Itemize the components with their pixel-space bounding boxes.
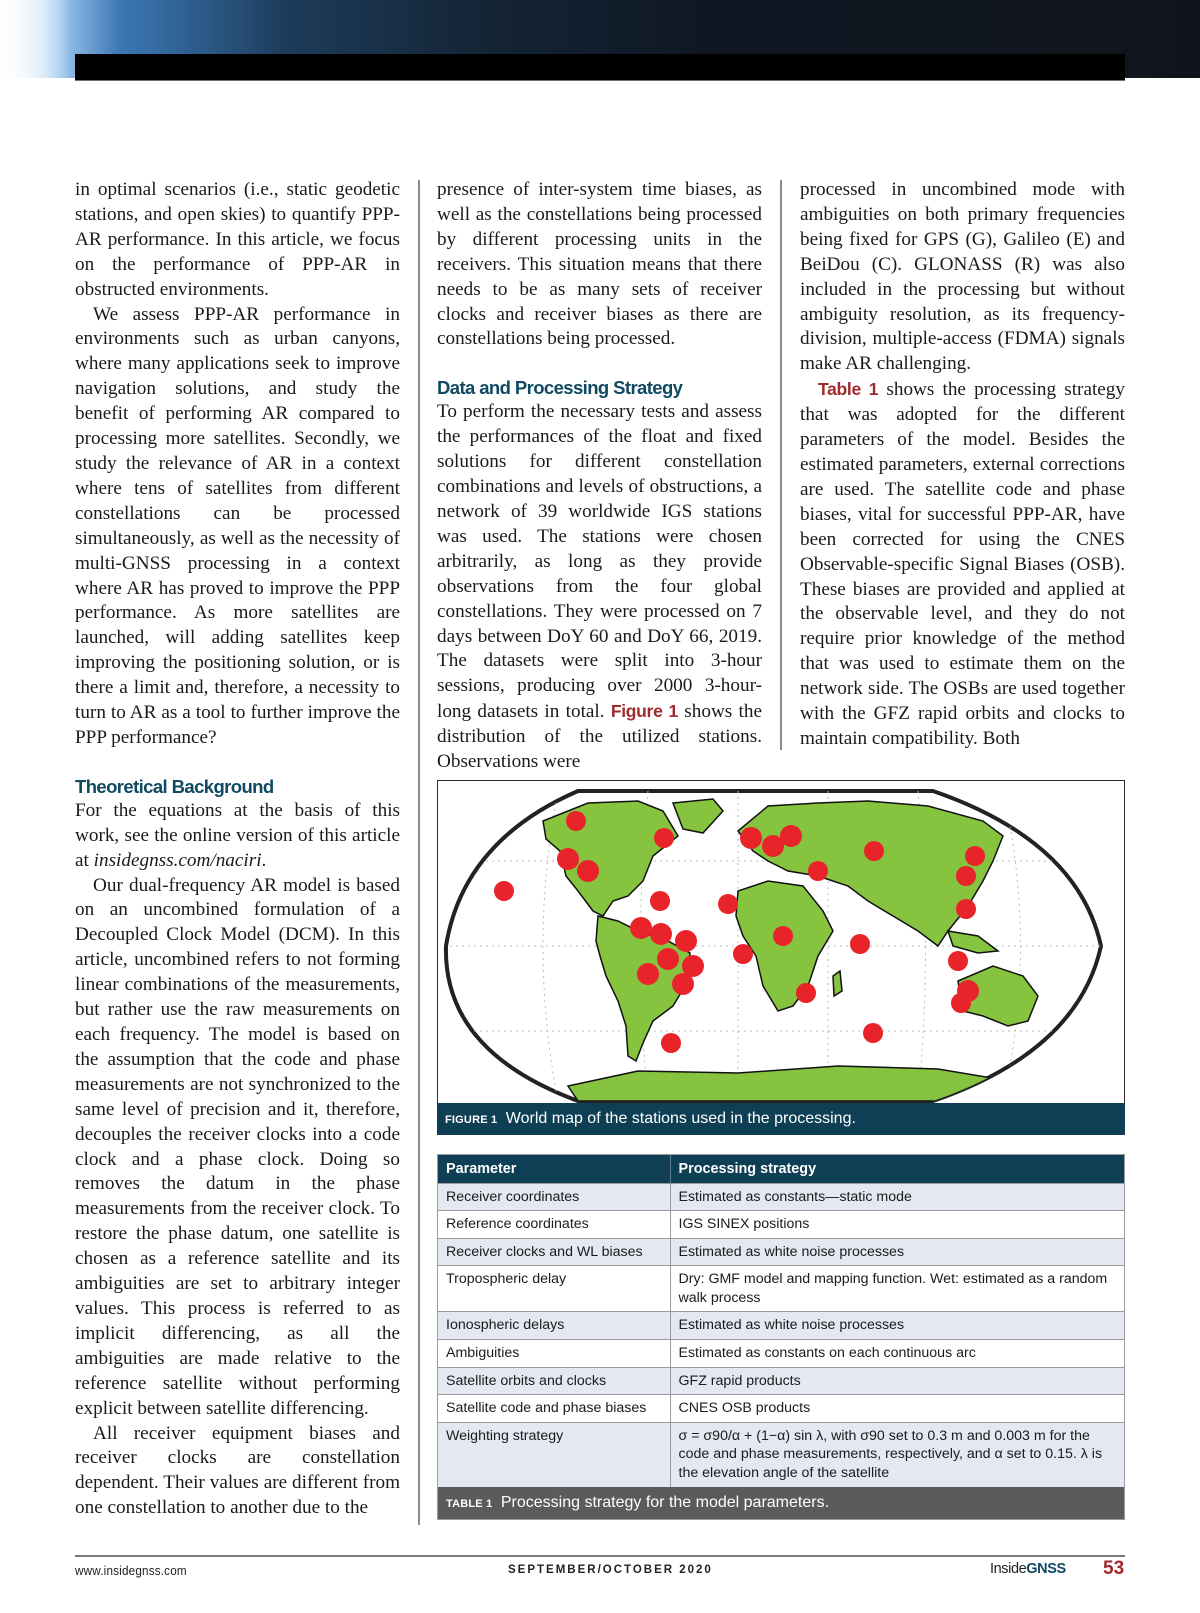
table-row: Satellite orbits and clocks GFZ rapid products: [438, 1367, 1124, 1395]
online-article-link[interactable]: insidegnss.com/naciri: [93, 849, 262, 871]
article-column-3: [800, 178, 1125, 752]
paragraph: Table 1 shows the processing strategy that was adopted for the different parameters of the model. Besides the estimated parameters, external corrections are used. The satellite code and phase biases, vital for successful PPP-AR, have been corrected for using the CNES Observable-specific Signal Biases (OSB). These biases are provided and applied at the observable level, and they do not require prior knowledge of the method that was used to estimate them on the network side. The OSBs are used together with the GFZ rapid orbits and clocks to maintain compatibility. Both: [800, 379, 1125, 749]
table-row: Ambiguities Estimated as constants on each continuous arc: [438, 1340, 1124, 1368]
paragraph: To perform the necessary tests and assess the performances of the float and fixed solutions for different constellation combinations and levels of obstructions, a network of 39 worldwide IGS stations was used. The stations were chosen arbitrarily, as long as they provide observations from the four global constellations. They were processed on 7 days between DoY 60 and DoY 66, 2019. The datasets were split into 3-hour sessions, producing over 2000 3-hour-long datasets in total. Figure 1 shows the distribution of the utilized stations. Observations were: [437, 401, 762, 773]
table-row: Ionospheric delays Estimated as white noise processes: [438, 1312, 1124, 1340]
table-row: Tropospheric delay Dry: GMF model and mapping function. Wet: estimated as a random walk process: [438, 1266, 1124, 1312]
table-caption-text: Processing strategy for the model parameters.: [500, 1493, 830, 1511]
table-row: Weighting strategy σ = σ90/α + (1−α) sin λ, with σ90 set to 0.3 m and 0.003 m for the code and phase measurements, respectively, and α set to 0.15. λ is the elevation angle of the satellite: [438, 1422, 1124, 1486]
table-header-row: [438, 1155, 1124, 1183]
footer-rule: [75, 1555, 1125, 1557]
paragraph: Our dual-frequency AR model is based on an uncombined formulation of a Decoupled Clock Model (DCM). In this article, uncombined refers to not forming linear combinations of the measurements, but rather use the raw measurements on each frequency. The model is based on the assumption that the code and phase measurements are not synchronized to the same level of precision and it, therefore, decouples the receiver clocks into a code clock and a phase clock. Doing so removes the datum in the phase measurements from the receiver clock. To restore the phase datum, one satellite is chosen as a reference satellite and its ambiguities are set to arbitrary integer values. This process is referred to as implicit differencing, as all the ambiguities are made relative to the reference satellite without performing explicit between satellite differencing.: [75, 874, 400, 1419]
column-header-parameter: Parameter: [438, 1155, 670, 1183]
processing-strategy-table: [437, 1154, 1125, 1520]
figure-caption: [437, 1103, 1125, 1135]
table-caption: [438, 1487, 1124, 1519]
paragraph: All receiver equipment biases and receiver clocks are constellation dependent. Their values are different from one constellation to another due to the: [75, 1422, 400, 1519]
banner-earth-glow: [0, 0, 70, 78]
footer-issue-date: SEPTEMBER/OCTOBER 2020: [508, 1564, 713, 1576]
figure-world-map: [437, 780, 1125, 1135]
column-header-strategy: Processing strategy: [670, 1155, 1124, 1183]
paragraph: presence of inter-system time biases, as well as the constellations being processed by different processing units in the receivers. This situation means that there needs to be as many sets of receiver clocks and receiver biases as there are constellations being processed.: [437, 179, 762, 350]
table-row: Receiver coordinates Estimated as constants—static mode: [438, 1183, 1124, 1211]
figure-caption-text: World map of the stations used in the processing.: [505, 1110, 856, 1127]
column-divider: [780, 180, 782, 750]
header-title-bar: [75, 54, 1125, 81]
article-column-1: [75, 178, 400, 1521]
world-map-graphic: [438, 781, 1124, 1104]
figure-reference-link[interactable]: Figure 1: [610, 701, 678, 722]
paragraph: We assess PPP-AR performance in environments such as urban canyons, where many applications seek to improve navigation solutions, and study the benefit of performing AR compared to processing more satellites. Secondly, we study the relevance of AR in a context where tens of satellites from different constellations can be processed simultaneously, as well as the necessity of multi-GNSS processing in a context where AR has proved to improve the PPP performance. As more satellites are launched, will adding satellites keep improving the positioning solution, or is there a limit and, therefore, a necessity to turn to AR as a tool to further improve the PPP performance?: [75, 303, 400, 748]
table-row: Satellite code and phase biases CNES OSB products: [438, 1395, 1124, 1423]
section-heading: Data and Processing Strategy: [437, 377, 683, 399]
paragraph: For the equations at the basis of this work, see the online version of this article at insidegnss.com/naciri.: [75, 799, 400, 871]
table-row: Reference coordinates IGS SINEX positions: [438, 1211, 1124, 1239]
paragraph: in optimal scenarios (i.e., static geodetic stations, and open skies) to quantify PPP-AR performance. In this article, we focus on the performance of PPP-AR in obstructed environments.: [75, 179, 400, 300]
table-row: Receiver clocks and WL biases Estimated as white noise processes: [438, 1238, 1124, 1266]
figure-label: FIGURE 1: [445, 1114, 498, 1126]
footer-brand-logo: InsideGNSS: [990, 1561, 1066, 1577]
page-number: 53: [1103, 1558, 1125, 1579]
column-divider: [418, 180, 420, 1525]
table-label: TABLE 1: [446, 1497, 493, 1510]
table-reference-link[interactable]: Table 1: [818, 379, 879, 400]
section-heading: Theoretical Background: [75, 775, 274, 797]
paragraph: processed in uncombined mode with ambiguities on both primary frequencies being fixed for GPS (G), Galileo (E) and BeiDou (C). GLONASS (R) was also included in the processing but without ambiguity resolution, as its frequency-division, multiple-access (FDMA) signals make AR challenging.: [800, 179, 1125, 375]
article-column-2: [437, 178, 762, 775]
footer-website-link[interactable]: www.insidegnss.com: [75, 1563, 187, 1578]
